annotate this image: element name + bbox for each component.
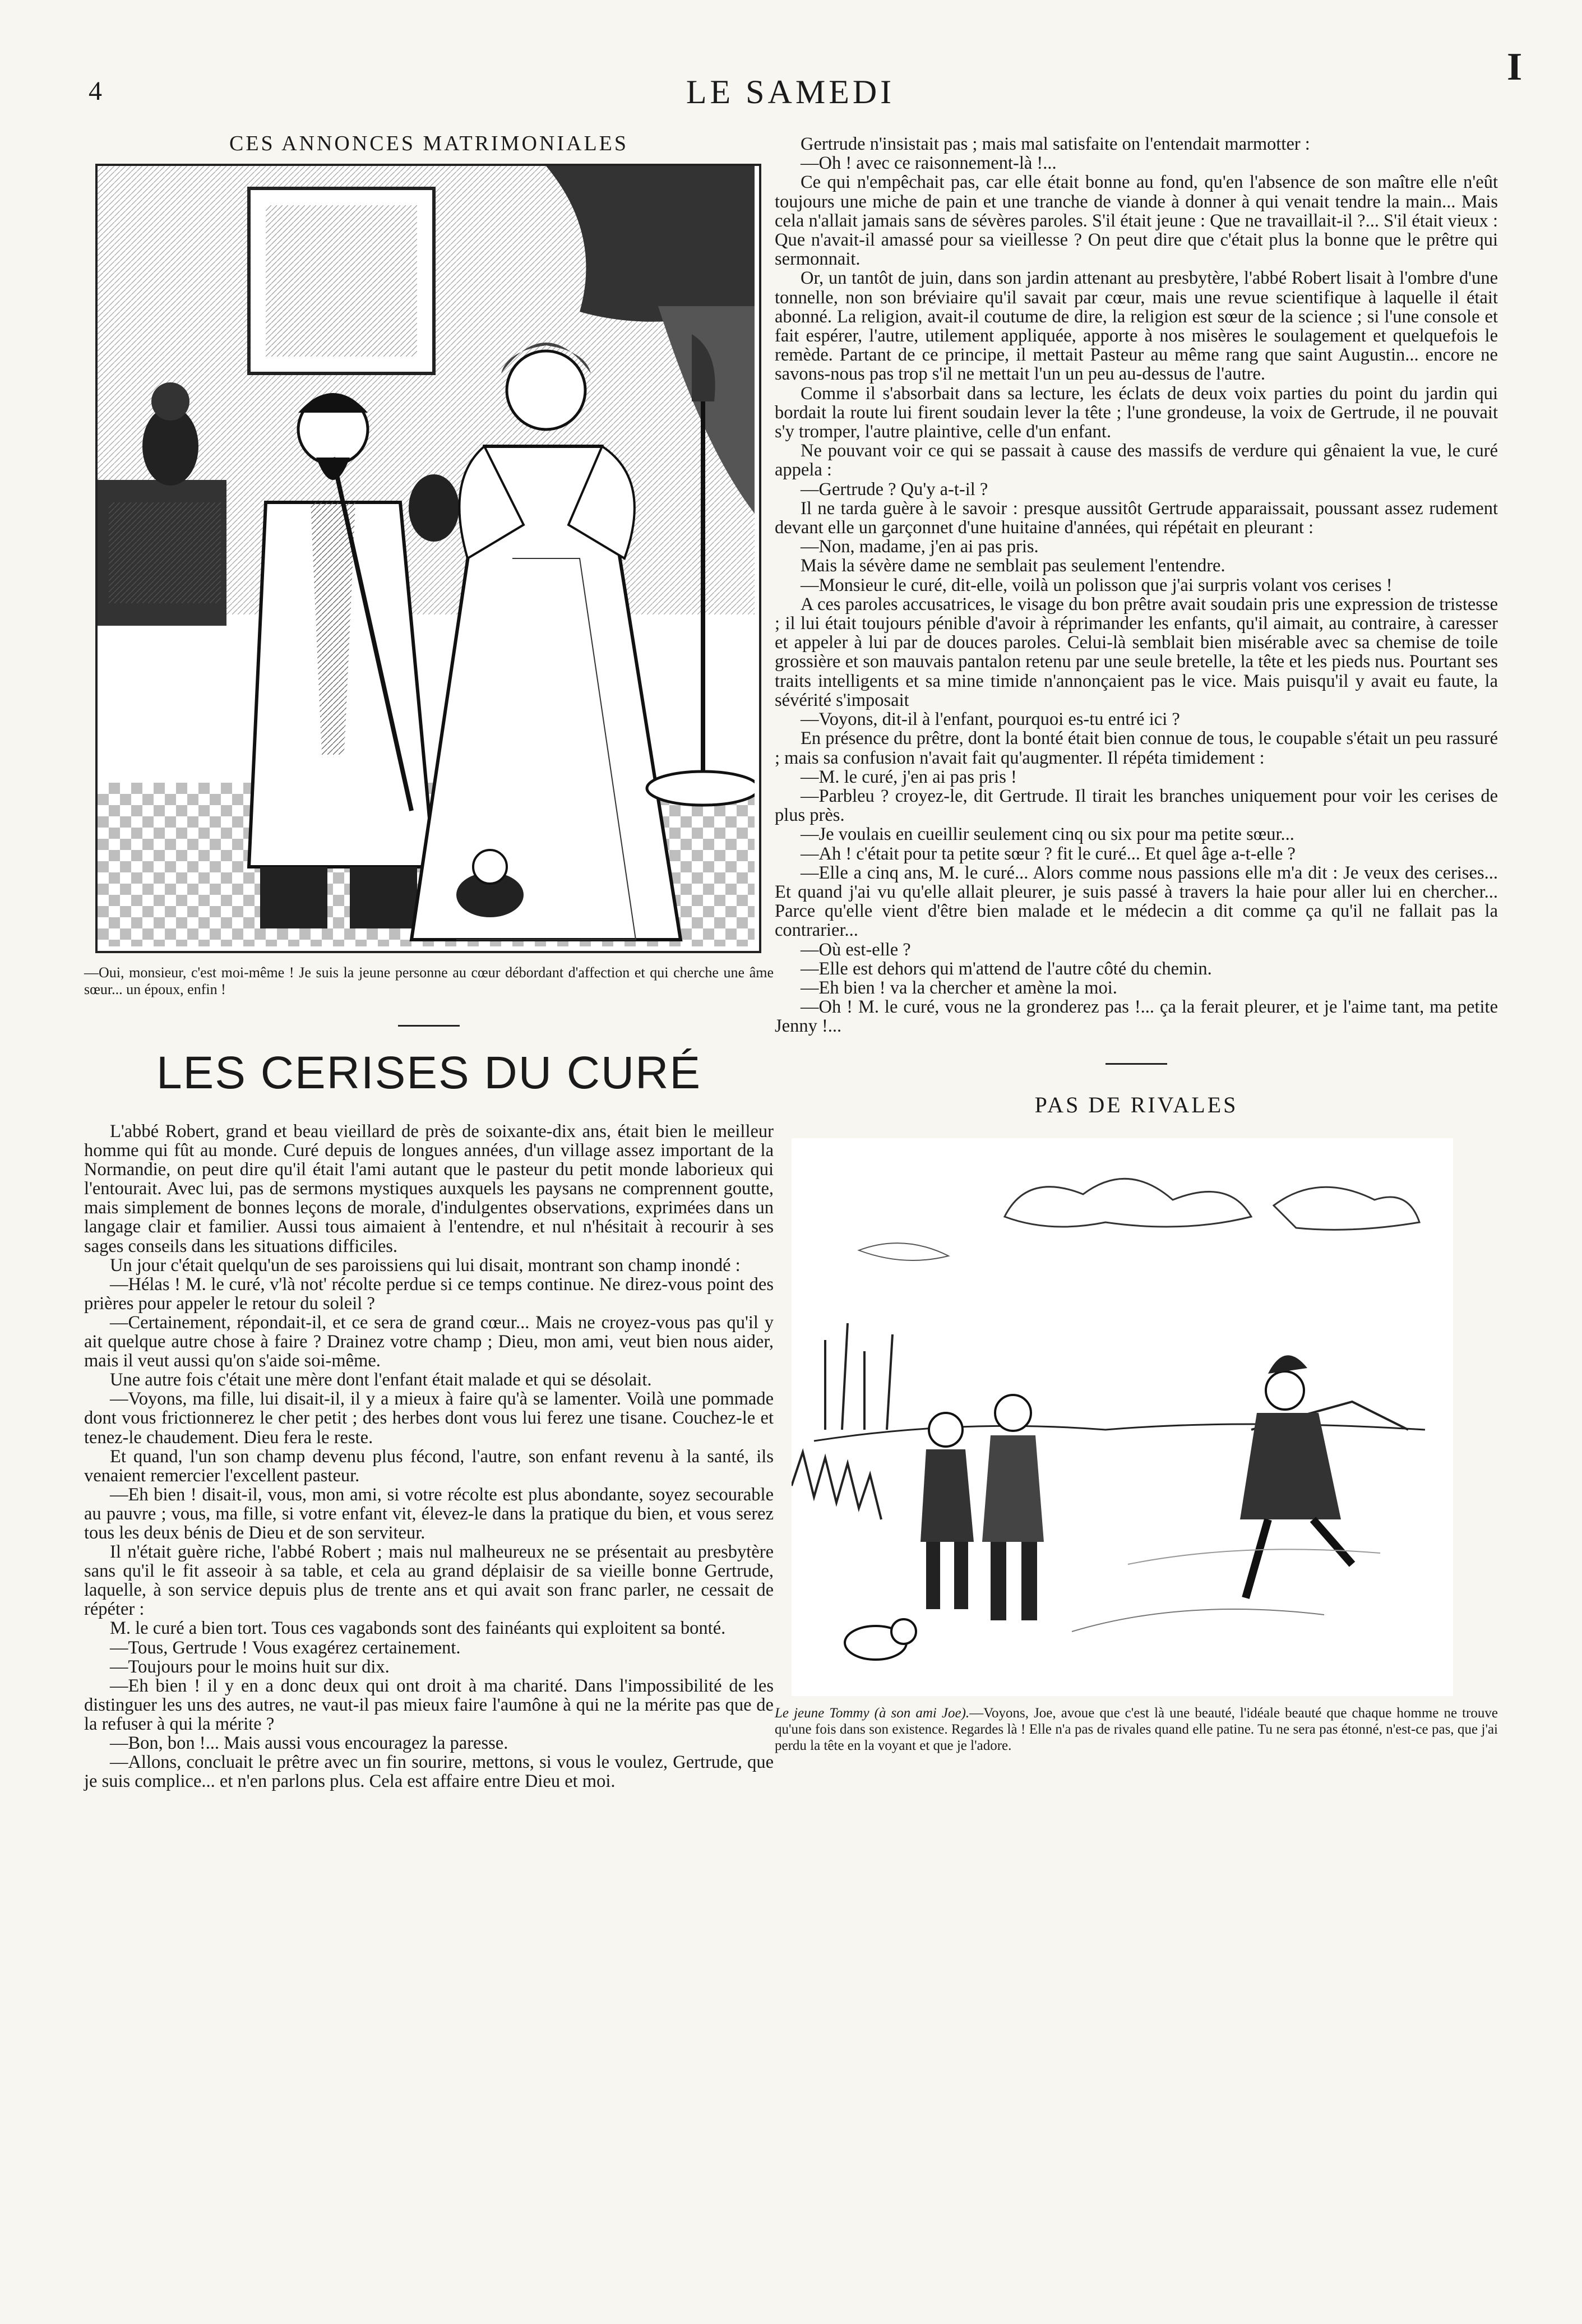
matrimonial-illustration xyxy=(95,164,761,953)
paragraph: L'abbé Robert, grand et beau vieillard de près de soixante-dix ans, était bien le meilleur homme qui fût au monde. Curé depuis de longues années, d'un village assez important de la Normandie, on peut dire qu'il était l'ami autant que le pasteur du petit monde laborieux qui l'entourait. Avec lui, pas de sermons mystiques auxquels les paysans ne comprennent goutte, mais simplement de bonnes leçons de morale, d'indulgentes observations, exprimées dans un langage clair et familier. Aussi tous aimaient à l'entendre, et nul n'hésitait à recourir à ses sages conseils dans les situations difficiles. xyxy=(84,1121,774,1256)
page-header xyxy=(0,0,1582,112)
paragraph: —Eh bien ! disait-il, vous, mon ami, si votre récolte est plus abondante, soyez secourable au pauvre ; vous, ma fille, si votre enfant vit, élevez-le dans la pratique du bien, et vous serez tous les deux bénis de Dieu et de son serviteur. xyxy=(84,1484,774,1543)
illustration-title: PAS DE RIVALES xyxy=(1034,1092,1238,1117)
paragraph: Mais la sévère dame ne semblait pas seulement l'entendre. xyxy=(801,556,1225,576)
illustration-drawing xyxy=(792,1138,1453,1693)
paragraph: —Gertrude ? Qu'y a-t-il ? xyxy=(801,479,988,500)
paragraph: Ne pouvant voir ce qui se passait à cause des massifs de verdure qui gênaient la vue, le curé appela : xyxy=(775,441,1498,480)
paragraph: Comme il s'absorbait dans sa lecture, les éclats de deux voix parties du point du jardin qui bordait la route lui firent soudain lever la tête ; l'une grondeuse, la voix de Gertrude, il ne pouvait s'y tromper, l'autre plaintive, celle d'un enfant. xyxy=(775,383,1498,442)
paragraph: —Eh bien ! il y en a donc deux qui ont droit à ma charité. Dans l'impossibilité de les distinguer les uns des autres, ne vaut-il pas mieux faire l'aumône à qui ne la mérite pas que de la refuser à qui la mérite ? xyxy=(84,1675,774,1734)
caption-speaker: Le jeune Tommy (à son ami Joe). xyxy=(775,1705,970,1721)
right-column xyxy=(775,135,1498,1754)
paragraph: En présence du prêtre, dont la bonté était bien connue de tous, le coupable s'était un peu rassuré ; mais sa confusion n'avait fait qu'augmenter. Il répéta timidement : xyxy=(775,728,1498,768)
paragraph: —Bon, bon !... Mais aussi vous encouragez la paresse. xyxy=(110,1733,508,1753)
paragraph: —Toujours pour le moins huit sur dix. xyxy=(110,1656,390,1677)
paragraph: —Ah ! c'était pour ta petite sœur ? fit le curé... Et quel âge a-t-elle ? xyxy=(801,843,1296,864)
paragraph: —Je voulais en cueillir seulement cinq ou six pour ma petite sœur... xyxy=(801,824,1294,845)
paragraph: —Oh ! M. le curé, vous ne la gronderez pas !... ça la ferait pleurer, et je l'aime tant, ma petite Jenny !... xyxy=(775,997,1498,1037)
divider-rule xyxy=(398,1025,460,1027)
paragraph: —Hélas ! M. le curé, v'là not' récolte perdue si ce temps continue. Ne direz-vous point des prières pour appeler le retour du soleil ? xyxy=(84,1274,774,1314)
article-left-text xyxy=(84,1122,774,1791)
article-title: LES CERISES DU CURÉ xyxy=(156,1047,702,1098)
paragraph: —Tous, Gertrude ! Vous exagérez certainement. xyxy=(110,1637,461,1658)
paragraph: Et quand, l'un son champ devenu plus fécond, l'autre, son enfant revenu à la santé, ils venaient remercier l'excellent pasteur. xyxy=(84,1446,774,1486)
illustration-caption: —Oui, monsieur, c'est moi-même ! Je suis la jeune personne au cœur débordant d'affection et qui cherche une âme sœur... un époux, enfin ! xyxy=(84,964,774,997)
paragraph: —Allons, concluait le prêtre avec un fin sourire, mettons, si vous le voulez, Gertrude, que je suis complice... et n'en parlons plus. Cela est affaire entre Dieu et moi. xyxy=(84,1752,774,1792)
page-number: 4 xyxy=(89,76,102,106)
illustration-caption xyxy=(775,1705,1498,1754)
paragraph: —Voyons, ma fille, lui disait-il, il y a mieux à faire qu'à se lamenter. Voilà une pommade dont vous frictionnerez le cher petit ; des herbes dont vous lui ferez une tisane. Couchez-le et tenez-le chaudement. Dieu fera le reste. xyxy=(84,1389,774,1448)
paragraph: —Oh ! avec ce raisonnement-là !... xyxy=(801,153,1057,174)
paragraph: —Parbleu ? croyez-le, dit Gertrude. Il tirait les branches uniquement pour voir les cerises de plus près. xyxy=(775,786,1498,826)
paragraph: Une autre fois c'était une mère dont l'enfant était malade et qui se désolait. xyxy=(110,1370,652,1390)
paragraph: M. le curé a bien tort. Tous ces vagabonds sont des fainéants qui exploitent sa bonté. xyxy=(110,1618,726,1639)
paragraph: Il ne tarda guère à le savoir : presque aussitôt Gertrude apparaissait, poussant assez rudement devant elle un garçonnet d'une huitaine d'années, qui répétait en pleurant : xyxy=(775,498,1498,538)
divider-rule xyxy=(1105,1063,1167,1065)
paragraph: Il n'était guère riche, l'abbé Robert ; mais nul malheureux ne se présentait au presbytère sans qu'il le fit asseoir à sa table, et cela au grand déplaisir de sa vieille bonne Gertrude, laquelle, à son service depuis plus de trente ans et qui avait son franc parler, ne cessait de répéter : xyxy=(84,1542,774,1620)
paragraph: —Elle est dehors qui m'attend de l'autre côté du chemin. xyxy=(801,958,1212,979)
article-right-text xyxy=(775,135,1498,1036)
paragraph: —Certainement, répondait-il, et ce sera de grand cœur... Mais ne croyez-vous pas qu'il y ait quelque autre chose à faire ? Drainez votre champ ; Dieu, mon ami, veut bien nous aider, mais il veut aussi qu'on s'aide soi-même. xyxy=(84,1312,774,1371)
paragraph: Un jour c'était quelqu'un de ses paroissiens qui lui disait, montrant son champ inondé : xyxy=(110,1255,741,1276)
paragraph: —Voyons, dit-il à l'enfant, pourquoi es-tu entré ici ? xyxy=(801,709,1180,730)
margin-mark: I xyxy=(1507,45,1523,89)
paragraph: —Non, madame, j'en ai pas pris. xyxy=(801,537,1039,557)
illustration-drawing xyxy=(98,166,755,946)
newspaper-title: LE SAMEDI xyxy=(686,73,895,110)
paragraph: A ces paroles accusatrices, le visage du bon prêtre avait soudain pris une expression de tristesse ; il lui était toujours pénible d'avoir à réprimander les enfants, qu'il aimait, au contraire, à caresser et appeler à lui par de douces paroles. Celui-là semblait bien misérable avec sa chemise de toile grossière et son mauvais pantalon retenu par une seule bretelle, la tête et les pieds nus. Pourtant ses traits intelligents et sa mine timide n'annonçaient pas le vice. Mais puisqu'il y avait eu faute, la sévérité s'imposait xyxy=(775,594,1498,710)
paragraph: —Où est-elle ? xyxy=(801,939,911,960)
caption-text: —Voyons, Joe, avoue que c'est là une beauté, l'idéale beauté que chaque homme ne trouve qu'une fois dans son existence. Regardes là ! Elle n'a pas de rivales quand elle patine. Tu ne sera pas étonné, n'est-ce pas, que j'ai perdu la tête en la voyant et que je l'adore. xyxy=(775,1705,1498,1753)
paragraph: —Eh bien ! va la chercher et amène la moi. xyxy=(801,977,1117,998)
paragraph: —M. le curé, j'en ai pas pris ! xyxy=(801,766,1017,787)
paragraph: Ce qui n'empêchait pas, car elle était bonne au fond, qu'en l'absence de son maître elle n'eût toujours une miche de pain et une tranche de viande à donner à qui venait tendre la main... Mais cela n'allait jamais sans de sévères paroles. S'il était jeune : Que ne travaillait-il ?... S'il était vieux : Que n'avait-il amassé pour sa vieillesse ? On peut dire que c'était plus la bonne que le prêtre qui sermonnait. xyxy=(775,172,1498,270)
paragraph: —Monsieur le curé, dit-elle, voilà un polisson que j'ai surpris volant vos cerises ! xyxy=(801,575,1393,595)
left-column xyxy=(84,128,774,1791)
illustration-title: CES ANNONCES MATRIMONIALES xyxy=(229,132,629,155)
paragraph: Gertrude n'insistait pas ; mais mal satisfaite on l'entendait marmotter : xyxy=(801,134,1310,154)
skating-illustration xyxy=(792,1138,1453,1696)
paragraph: Or, un tantôt de juin, dans son jardin attenant au presbytère, l'abbé Robert lisait à l'ombre d'une tonnelle, non son bréviaire qu'il savait par cœur, mais une revue scientifique à laquelle il était abonné. La religion, avait-il coutume de dire, la religion est sœur de la science ; si l'une console et fait espérer, l'autre, utilement appliquée, apporte à nos misères le soulagement et quelquefois le remède. Partant de ce principe, il mettait Pasteur au même rang que saint Augustin... encore ne savons-nous pas trop s'il ne mettait l'un un peu au-dessus de l'autre. xyxy=(775,268,1498,385)
paragraph: —Elle a cinq ans, M. le curé... Alors comme nous passions elle m'a dit : Je veux des cerises... Et quand j'ai vu qu'elle allait pleurer, je suis passé à travers la haie pour aller lui en chercher... Parce qu'elle vient d'être bien malade et le médecin a dit comme ça qu'il ne fallait pas la contrarier... xyxy=(775,862,1498,941)
